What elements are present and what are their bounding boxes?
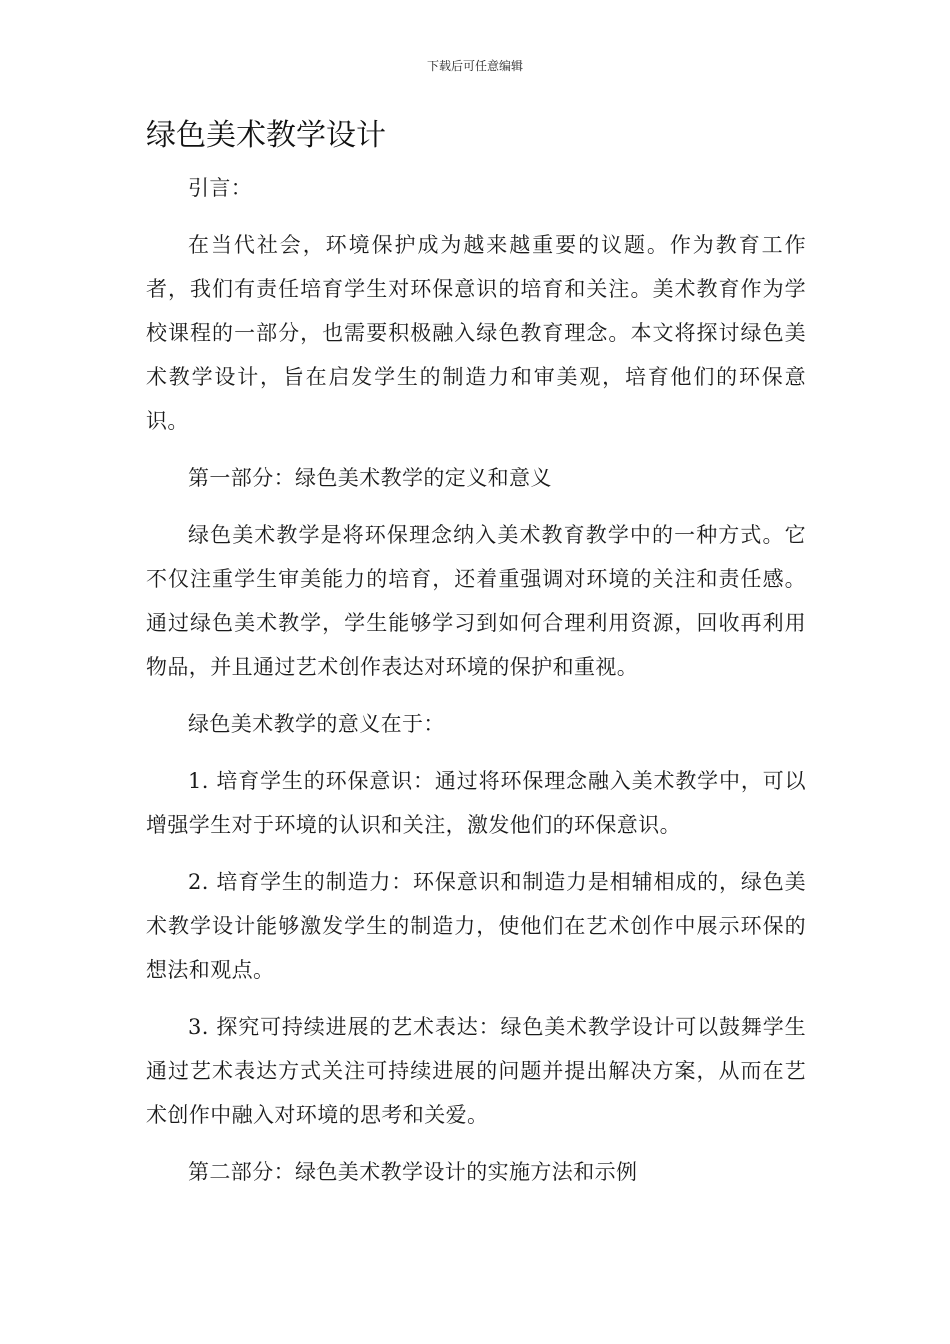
paragraph-significance-lead: 绿色美术教学的意义在于：	[188, 712, 445, 736]
paragraph-definition: 绿色美术教学是将环保理念纳入美术教育教学中的一种方式。它不仅注重学生审美能力的培育，还着重强调对环境的关注和责任感。通过绿色美术教学，学生能够学习到如何合理利用资源，回收再利用物品，并且通过艺术创作表达对环境的保护和重视。	[146, 523, 806, 679]
document-title: 绿色美术教学设计	[146, 118, 386, 153]
list-item-3: 3. 探究可持续进展的艺术表达：绿色美术教学设计可以鼓舞学生通过艺术表达方式关注可持续进展的问题并提出解决方案，从而在艺术创作中融入对环境的思考和关爱。	[146, 1015, 806, 1127]
document-body	[146, 166, 806, 1207]
section-heading-part-two: 第二部分：绿色美术教学设计的实施方法和示例	[188, 1160, 638, 1184]
paragraph-intro-label: 引言：	[188, 176, 253, 200]
list-item-2: 2. 培育学生的制造力：环保意识和制造力是相辅相成的，绿色美术教学设计能够激发学生的制造力，使他们在艺术创作中展示环保的想法和观点。	[146, 870, 806, 982]
paragraph-intro: 在当代社会，环境保护成为越来越重要的议题。作为教育工作者，我们有责任培育学生对环保意识的培育和关注。美术教育作为学校课程的一部分，也需要积极融入绿色教育理念。本文将探讨绿色美术教学设计，旨在启发学生的制造力和审美观，培育他们的环保意识。	[146, 233, 806, 433]
list-item-1: 1. 培育学生的环保意识：通过将环保理念融入美术教学中，可以增强学生对于环境的认识和关注，激发他们的环保意识。	[146, 769, 806, 837]
header-note: 下载后可任意编辑	[426, 59, 523, 73]
section-heading-part-one: 第一部分：绿色美术教学的定义和意义	[188, 466, 552, 490]
